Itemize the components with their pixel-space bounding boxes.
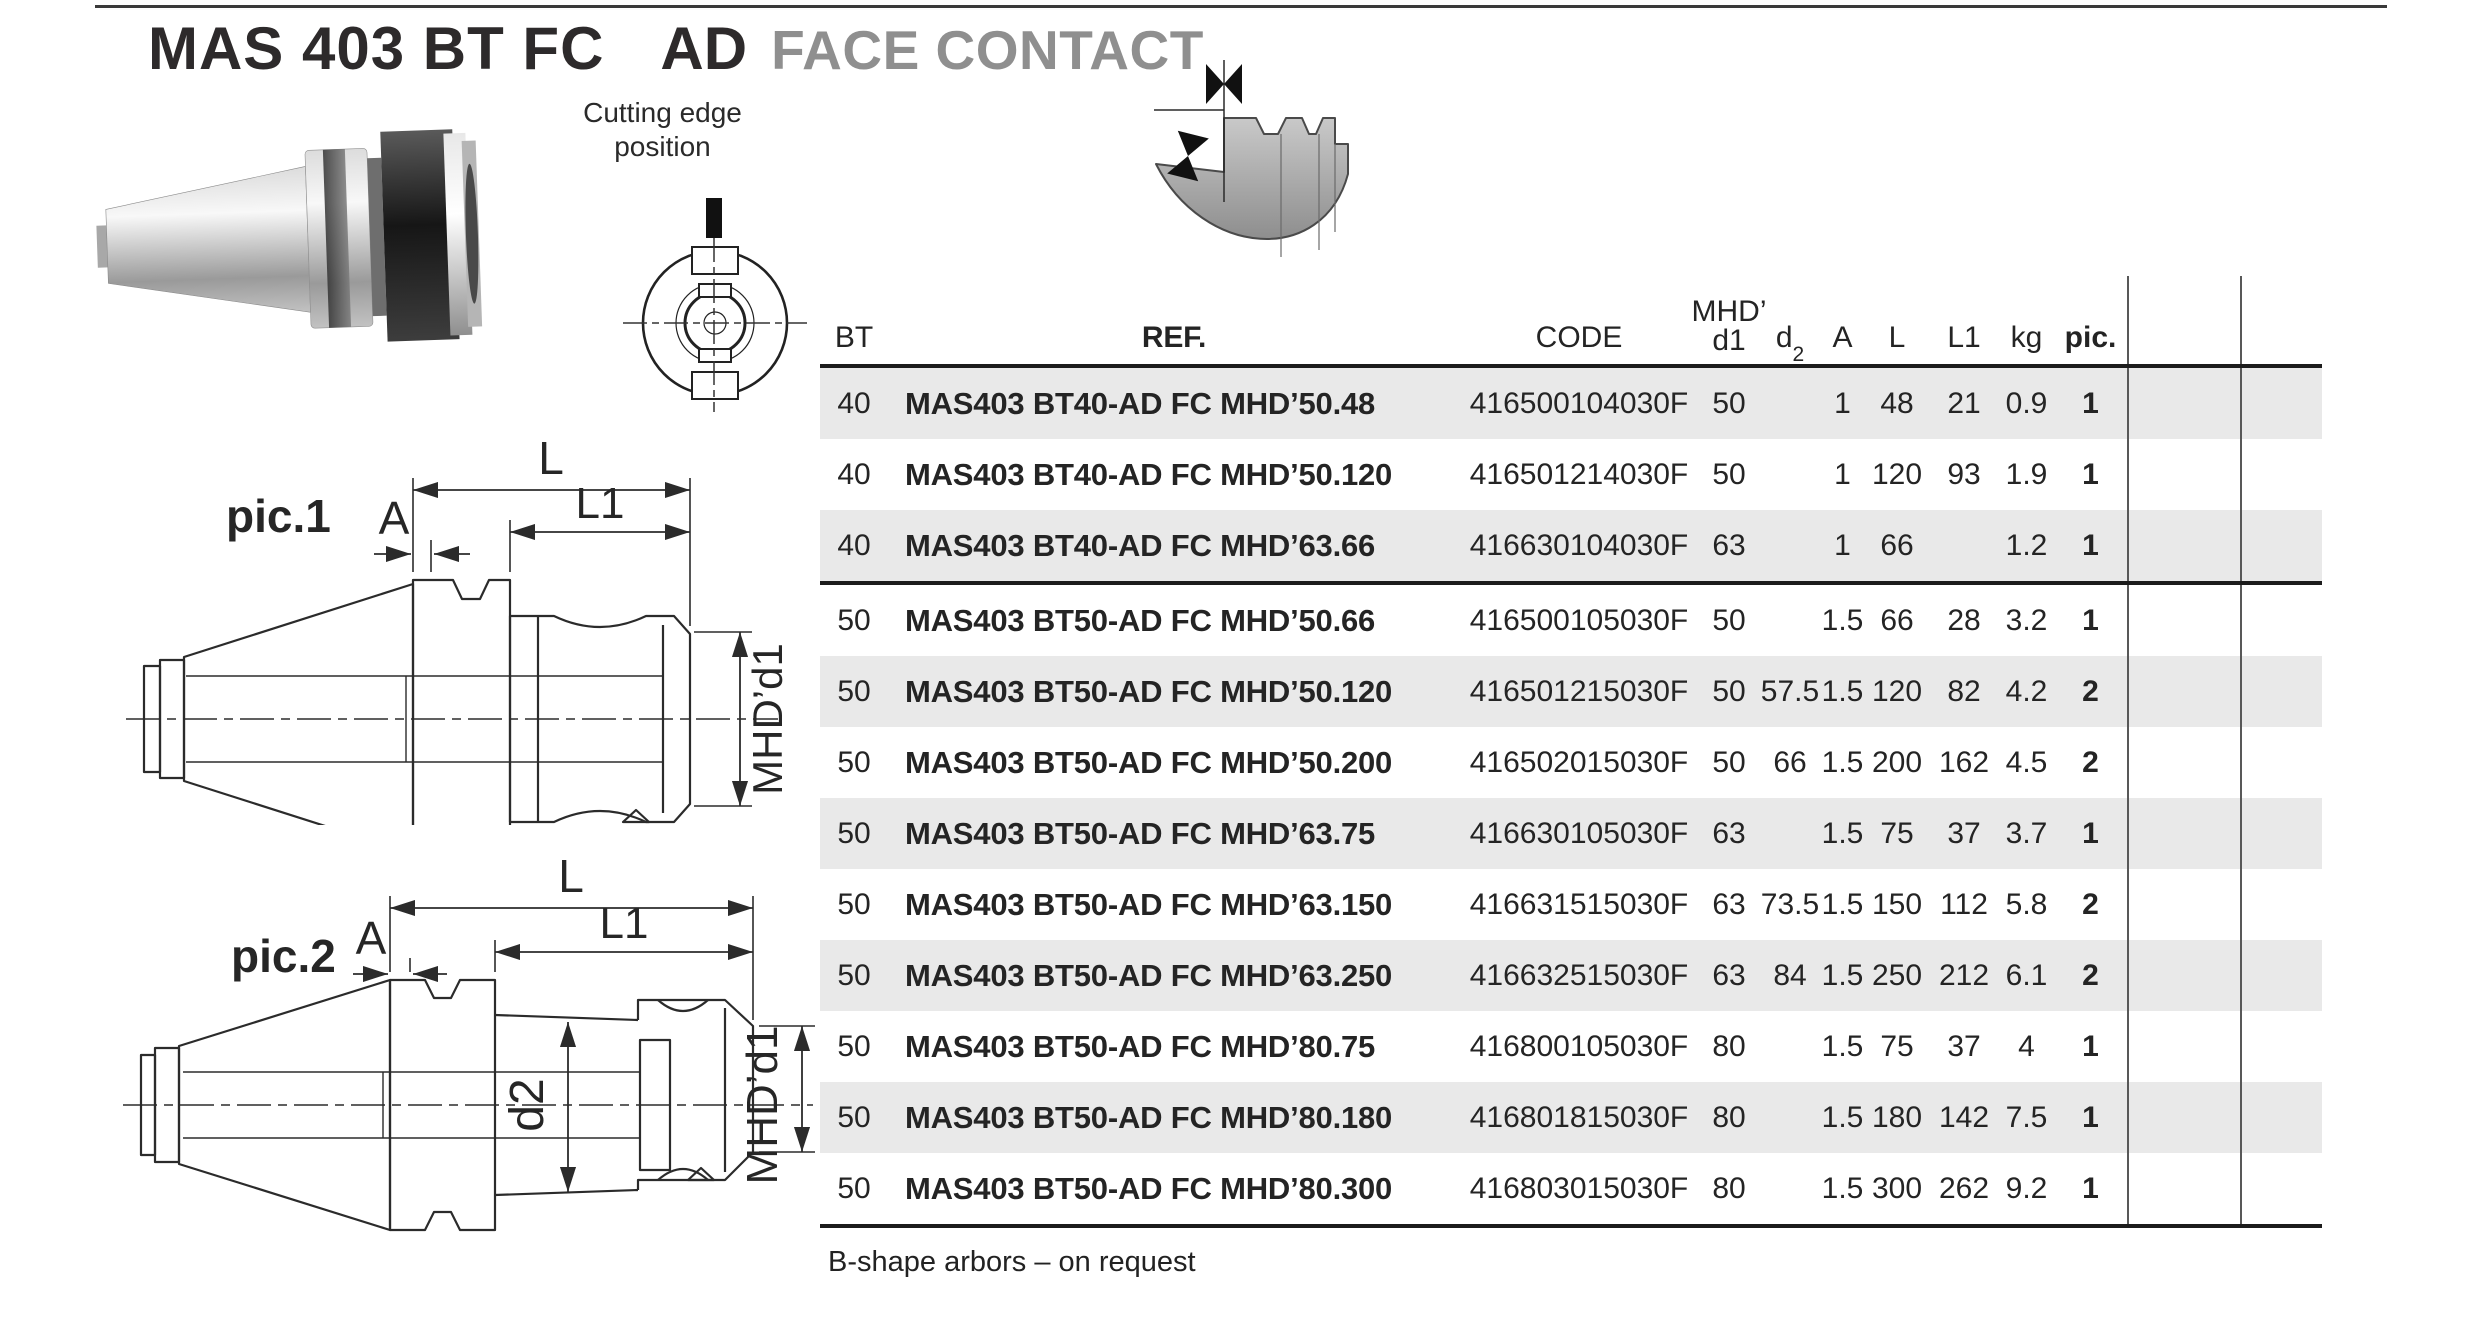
cell-ref: MAS403 BT50-AD FC MHD’50.66 — [905, 602, 1376, 638]
cell-l1: 262 — [1938, 1171, 1990, 1205]
top-rule — [95, 5, 2387, 8]
cell-ref: MAS403 BT50-AD FC MHD’63.150 — [905, 886, 1393, 922]
cell-pic: 1 — [2082, 457, 2099, 491]
cell-l1: 28 — [1947, 603, 1981, 637]
cell-l: 66 — [1880, 528, 1914, 562]
cell-e1 — [2127, 439, 2240, 510]
cell-d2: 57.5 — [1760, 674, 1820, 708]
cell-ref: MAS403 BT50-AD FC MHD’50.120 — [905, 673, 1393, 709]
table-body — [820, 368, 2322, 1228]
cell-a: 1.5 — [1821, 1171, 1864, 1205]
cell-ref: MAS403 BT50-AD FC MHD’80.75 — [905, 1028, 1376, 1064]
cell-pic: 2 — [2082, 958, 2099, 992]
table-header-row — [820, 276, 2322, 368]
col-header-d2-base: d — [1775, 321, 1793, 354]
cell-kg: 0.9 — [2005, 386, 2048, 420]
table-row — [820, 656, 2322, 727]
cell-e2 — [2240, 1011, 2322, 1082]
cell-a: 1.5 — [1821, 958, 1864, 992]
cell-kg: 6.1 — [2005, 958, 2048, 992]
cell-d1: 80 — [1712, 1171, 1746, 1205]
cell-d2 — [1760, 1082, 1820, 1153]
cell-l: 150 — [1871, 887, 1923, 921]
cell-d1: 63 — [1712, 887, 1746, 921]
cell-e1 — [2127, 656, 2240, 727]
cell-pic: 1 — [2082, 816, 2099, 850]
cell-kg: 3.7 — [2005, 816, 2048, 850]
cell-ref: MAS403 BT50-AD FC MHD’80.300 — [905, 1170, 1393, 1206]
table-row — [820, 940, 2322, 1011]
cell-d1: 80 — [1712, 1029, 1746, 1063]
cell-l1: 37 — [1947, 816, 1981, 850]
cell-kg: 3.2 — [2005, 603, 2048, 637]
cell-ref: MAS403 BT50-AD FC MHD’80.180 — [905, 1099, 1393, 1135]
pic2-dim-L: L — [558, 850, 584, 902]
cell-e2 — [2240, 1082, 2322, 1153]
cutting-edge-diagram — [595, 190, 845, 425]
cell-kg: 1.9 — [2005, 457, 2048, 491]
cell-a: 1.5 — [1821, 816, 1864, 850]
col-header-empty-1 — [2127, 276, 2240, 364]
cell-a: 1 — [1834, 528, 1851, 562]
cell-d2 — [1760, 585, 1820, 656]
cell-e2 — [2240, 439, 2322, 510]
cell-d2 — [1760, 798, 1820, 869]
pic1-dim-A: A — [378, 492, 410, 544]
cell-l: 75 — [1880, 1029, 1914, 1063]
cell-l1: 162 — [1938, 745, 1990, 779]
cell-code: 416501215030F — [1469, 674, 1689, 708]
cell-ref: MAS403 BT50-AD FC MHD’50.200 — [905, 744, 1393, 780]
col-header-mhd-d1 — [1691, 276, 1767, 364]
col-header-l: L — [1888, 321, 1906, 354]
cell-code: 416501214030F — [1469, 457, 1689, 491]
cell-ref: MAS403 BT40-AD FC MHD’50.48 — [905, 385, 1376, 421]
cell-l1: 142 — [1938, 1100, 1990, 1134]
cell-pic: 2 — [2082, 745, 2099, 779]
cell-e1 — [2127, 940, 2240, 1011]
cell-a: 1.5 — [1821, 745, 1864, 779]
col-header-a: A — [1832, 321, 1853, 354]
cell-code: 416630104030F — [1469, 528, 1689, 562]
cell-bt: 50 — [837, 603, 871, 637]
tool-holder-photo — [95, 75, 485, 405]
cell-kg: 7.5 — [2005, 1100, 2048, 1134]
cell-bt: 40 — [837, 528, 871, 562]
cell-bt: 40 — [837, 386, 871, 420]
cell-bt: 50 — [837, 1171, 871, 1205]
cell-bt: 50 — [837, 887, 871, 921]
cell-a: 1 — [1834, 386, 1851, 420]
cell-d2 — [1760, 1011, 1820, 1082]
spec-table — [820, 276, 2322, 1228]
cell-kg: 9.2 — [2005, 1171, 2048, 1205]
cutting-edge-label-line1: Cutting edge — [583, 97, 742, 128]
table-row — [820, 727, 2322, 798]
cell-d1: 50 — [1712, 386, 1746, 420]
cell-l1: 21 — [1947, 386, 1981, 420]
col-header-l1: L1 — [1947, 321, 1981, 354]
col-header-ref: REF. — [1141, 321, 1207, 354]
table-row — [820, 585, 2322, 656]
col-header-bt: BT — [834, 321, 874, 354]
cell-d2 — [1760, 1153, 1820, 1224]
cell-a: 1 — [1834, 457, 1851, 491]
col-header-empty-2 — [2240, 276, 2322, 364]
cell-d2 — [1760, 510, 1820, 581]
pic1-drawing — [118, 420, 808, 825]
cell-code: 416801815030F — [1469, 1100, 1689, 1134]
cell-code: 416631515030F — [1469, 887, 1689, 921]
cell-bt: 50 — [837, 674, 871, 708]
cell-e1 — [2127, 1082, 2240, 1153]
cell-kg: 5.8 — [2005, 887, 2048, 921]
table-row — [820, 439, 2322, 510]
cell-e2 — [2240, 585, 2322, 656]
cell-pic: 1 — [2082, 1029, 2099, 1063]
cell-code: 416803015030F — [1469, 1171, 1689, 1205]
cell-l: 300 — [1871, 1171, 1923, 1205]
cell-e1 — [2127, 1153, 2240, 1224]
col-header-mhd-top: MHD’ — [1691, 295, 1767, 328]
cell-ref: MAS403 BT40-AD FC MHD’63.66 — [905, 527, 1376, 563]
cell-d2 — [1760, 439, 1820, 510]
cell-l1: 212 — [1938, 958, 1990, 992]
title-ad: AD — [660, 15, 748, 82]
cell-l1 — [1929, 510, 1999, 581]
pic2-label: pic.2 — [231, 930, 336, 982]
cell-code: 416630105030F — [1469, 816, 1689, 850]
cell-d2 — [1760, 368, 1820, 439]
cell-e1 — [2127, 869, 2240, 940]
cell-l1: 93 — [1947, 457, 1981, 491]
pic1-dim-L1: L1 — [575, 479, 625, 528]
cell-ref: MAS403 BT50-AD FC MHD’63.250 — [905, 957, 1393, 993]
col-header-kg: kg — [2010, 321, 2043, 354]
cell-a: 1.5 — [1821, 1029, 1864, 1063]
pic1-label: pic.1 — [226, 490, 331, 542]
cell-pic: 2 — [2082, 887, 2099, 921]
cell-bt: 50 — [837, 745, 871, 779]
col-header-d2: d 2 — [1775, 321, 1805, 366]
cell-kg: 1.2 — [2005, 528, 2048, 562]
cell-bt: 40 — [837, 457, 871, 491]
cell-a: 1.5 — [1821, 887, 1864, 921]
cell-code: 416632515030F — [1469, 958, 1689, 992]
cell-e1 — [2127, 798, 2240, 869]
cell-e2 — [2240, 1153, 2322, 1224]
cell-e2 — [2240, 727, 2322, 798]
cell-d1: 50 — [1712, 603, 1746, 637]
cutting-edge-label-line2: position — [614, 131, 711, 162]
cell-l1: 112 — [1940, 887, 1988, 921]
table-row — [820, 869, 2322, 940]
cell-e2 — [2240, 656, 2322, 727]
cutting-edge-label — [545, 96, 780, 164]
table-row — [820, 368, 2322, 439]
pic2-dim-A: A — [355, 912, 387, 964]
cell-l: 75 — [1880, 816, 1914, 850]
cell-pic: 1 — [2082, 1100, 2099, 1134]
pic2-dim-MHDd1: MHD’d1 — [738, 1025, 787, 1185]
cell-bt: 50 — [837, 816, 871, 850]
cell-ref: MAS403 BT40-AD FC MHD’50.120 — [905, 456, 1393, 492]
cell-kg: 4.2 — [2005, 674, 2048, 708]
cell-bt: 50 — [837, 958, 871, 992]
footer-note: B-shape arbors – on request — [828, 1246, 1196, 1278]
cell-e2 — [2240, 869, 2322, 940]
cell-code: 416800105030F — [1469, 1029, 1689, 1063]
cell-ref: MAS403 BT50-AD FC MHD’63.75 — [905, 815, 1376, 851]
cell-d1: 80 — [1712, 1100, 1746, 1134]
cell-e1 — [2127, 1011, 2240, 1082]
cell-d2: 66 — [1773, 745, 1807, 779]
cell-a: 1.5 — [1821, 1100, 1864, 1134]
face-contact-icon — [1148, 52, 1448, 272]
cell-e2 — [2240, 940, 2322, 1011]
cell-l: 200 — [1871, 745, 1923, 779]
cell-kg: 4 — [2018, 1029, 2035, 1063]
cell-a: 1.5 — [1821, 674, 1864, 708]
cell-d1: 50 — [1712, 745, 1746, 779]
cell-e2 — [2240, 798, 2322, 869]
title-main: MAS 403 BT FC — [148, 15, 605, 82]
cell-d1: 63 — [1712, 958, 1746, 992]
cutting-edge-mark — [706, 198, 722, 238]
cell-d2: 73.5 — [1760, 887, 1820, 921]
cell-pic: 1 — [2082, 386, 2099, 420]
cell-l: 180 — [1871, 1100, 1923, 1134]
cell-l: 120 — [1871, 674, 1923, 708]
title-face-contact: FACE CONTACT — [771, 19, 1204, 81]
pic1-dim-L: L — [538, 432, 564, 484]
pic2-dim-L1: L1 — [599, 899, 649, 948]
pic2-drawing — [113, 850, 828, 1275]
cell-l: 66 — [1880, 603, 1914, 637]
cell-pic: 2 — [2082, 674, 2099, 708]
cell-pic: 1 — [2082, 603, 2099, 637]
table-row — [820, 798, 2322, 869]
cell-e1 — [2127, 585, 2240, 656]
cell-code: 416502015030F — [1469, 745, 1689, 779]
pic1-dim-MHDd1: MHD’d1 — [744, 643, 791, 795]
cell-e1 — [2127, 727, 2240, 798]
cell-l1: 82 — [1947, 674, 1981, 708]
cell-bt: 50 — [837, 1100, 871, 1134]
cell-e1 — [2127, 510, 2240, 581]
col-header-pic: pic. — [2064, 321, 2117, 354]
table-row — [820, 1011, 2322, 1082]
page-title — [148, 14, 1204, 83]
cell-e2 — [2240, 510, 2322, 581]
cell-pic: 1 — [2082, 1171, 2099, 1205]
table-row — [820, 1082, 2322, 1153]
cell-code: 416500104030F — [1469, 386, 1689, 420]
table-row — [820, 1153, 2322, 1224]
cell-l: 120 — [1871, 457, 1923, 491]
cell-kg: 4.5 — [2005, 745, 2048, 779]
col-header-mhd-bottom: d1 — [1712, 324, 1746, 357]
cell-code: 416500105030F — [1469, 603, 1689, 637]
table-row — [820, 510, 2322, 581]
cell-pic: 1 — [2082, 528, 2099, 562]
cell-bt: 50 — [837, 1029, 871, 1063]
cell-l1: 37 — [1947, 1029, 1981, 1063]
pic2-dim-d2: d2 — [501, 1078, 554, 1132]
cell-l: 48 — [1880, 386, 1914, 420]
cell-d1: 50 — [1712, 674, 1746, 708]
cell-d1: 63 — [1712, 528, 1746, 562]
cell-l: 250 — [1871, 958, 1923, 992]
cell-e1 — [2127, 368, 2240, 439]
col-header-code: CODE — [1535, 321, 1623, 354]
cell-d1: 63 — [1712, 816, 1746, 850]
cell-a: 1.5 — [1821, 603, 1864, 637]
cell-d2: 84 — [1773, 958, 1807, 992]
cell-e2 — [2240, 368, 2322, 439]
cell-d1: 50 — [1712, 457, 1746, 491]
